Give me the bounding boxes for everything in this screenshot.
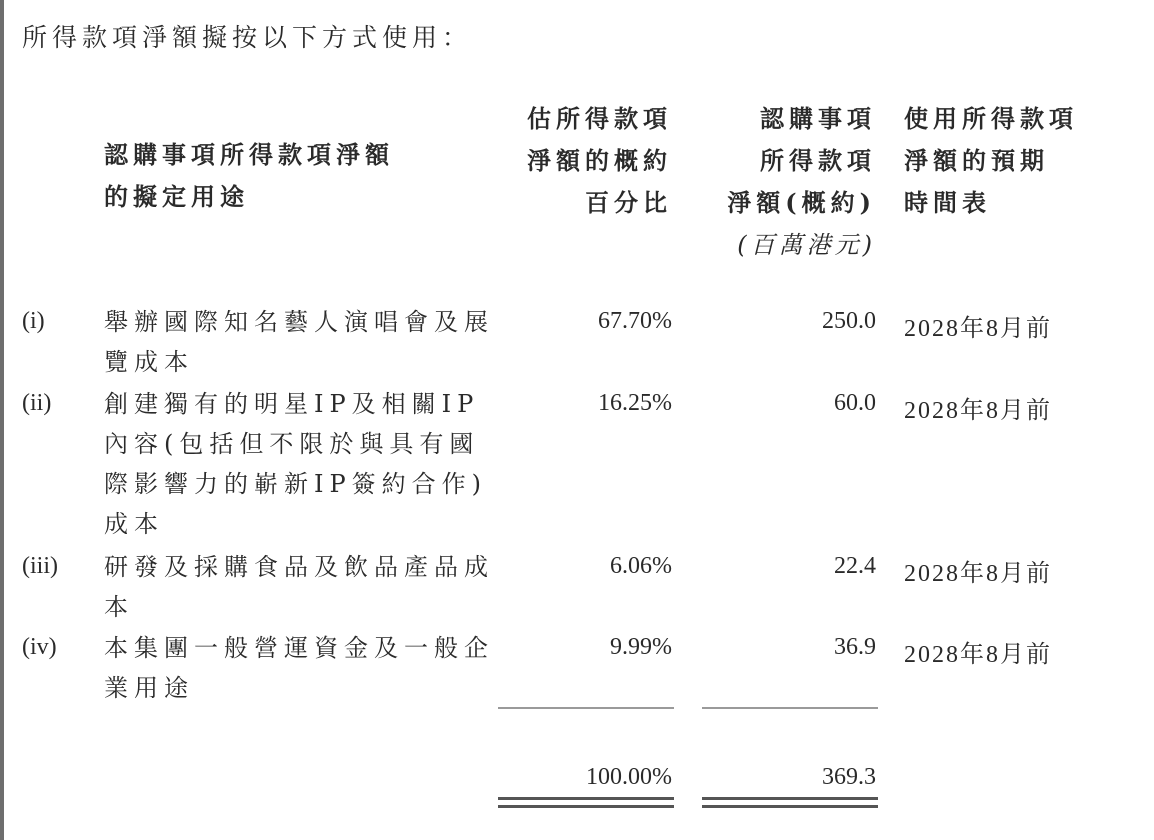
header-amount-line: 所得款項 xyxy=(760,146,876,175)
intro-text: 所得款項淨額擬按以下方式使用： xyxy=(22,23,473,52)
row-percent: 6.06% xyxy=(610,553,672,579)
row-number: (iii) xyxy=(22,553,58,579)
row-number: (ii) xyxy=(22,390,52,416)
row-schedule: 2028年8月前 xyxy=(904,561,1052,587)
header-schedule xyxy=(904,98,1078,224)
row-description: 舉辦國際知名藝人演唱會及展覽成本 xyxy=(104,308,494,376)
row-amount: 36.9 xyxy=(834,634,876,660)
header-amount-unit: (百萬港元) xyxy=(737,231,876,259)
row-description: 本集團一般營運資金及一般企業用途 xyxy=(104,634,494,702)
header-percent xyxy=(527,98,672,224)
row-number: (i) xyxy=(22,308,45,334)
row-percent: 16.25% xyxy=(598,390,672,416)
total-double-rule-amount-bottom xyxy=(702,805,878,808)
header-percent-line: 淨額的概約 xyxy=(527,146,672,175)
header-use-line: 認購事項所得款項淨額 xyxy=(104,140,394,169)
row-schedule: 2028年8月前 xyxy=(904,316,1052,342)
total-double-rule-percent-top xyxy=(498,797,674,800)
row-schedule: 2028年8月前 xyxy=(904,642,1052,668)
row-percent: 67.70% xyxy=(598,308,672,334)
total-amount: 369.3 xyxy=(822,764,876,790)
header-amount-line: 認購事項 xyxy=(760,104,876,133)
header-amount xyxy=(727,98,876,266)
row-amount: 22.4 xyxy=(834,553,876,579)
row-amount: 250.0 xyxy=(822,308,876,334)
header-schedule-line: 淨額的預期 xyxy=(904,146,1049,175)
row-percent: 9.99% xyxy=(610,634,672,660)
subtotal-rule-amount xyxy=(702,707,878,709)
header-schedule-line: 使用所得款項 xyxy=(904,104,1078,133)
total-double-rule-amount-top xyxy=(702,797,878,800)
header-use-line: 的擬定用途 xyxy=(104,182,249,211)
subtotal-rule-percent xyxy=(498,707,674,709)
total-double-rule-percent-bottom xyxy=(498,805,674,808)
row-number: (iv) xyxy=(22,634,57,660)
page-left-border xyxy=(0,0,4,840)
row-description: 研發及採購食品及飲品產品成本 xyxy=(104,553,494,621)
header-schedule-line: 時間表 xyxy=(904,188,991,217)
header-amount-line: 淨額(概約) xyxy=(727,188,876,217)
row-description: 創建獨有的明星IP及相關IP內容(包括但不限於與具有國際影響力的嶄新IP簽約合作)成本 xyxy=(104,390,487,538)
total-percent: 100.00% xyxy=(586,764,672,790)
row-amount: 60.0 xyxy=(834,390,876,416)
header-percent-line: 估所得款項 xyxy=(527,104,672,133)
header-percent-line: 百分比 xyxy=(585,188,672,217)
row-schedule: 2028年8月前 xyxy=(904,398,1052,424)
header-use xyxy=(104,134,394,218)
